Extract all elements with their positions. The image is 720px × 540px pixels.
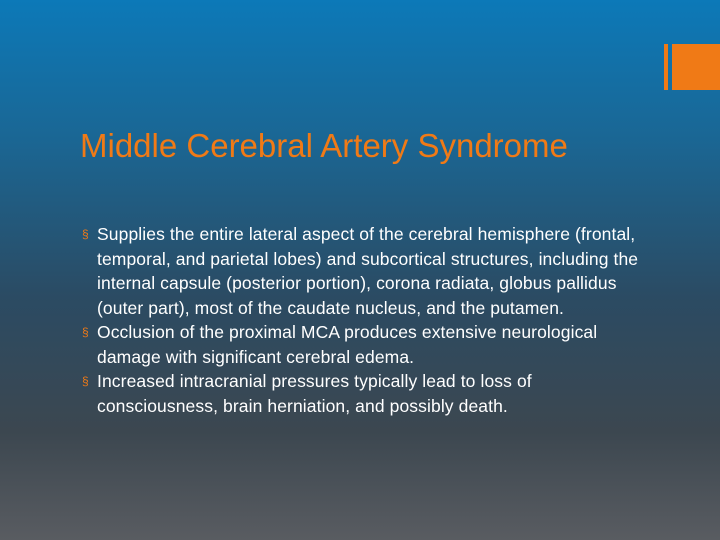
bullet-marker-icon: § [82,374,89,388]
accent-bar-thin [664,44,668,90]
bullet-text: Increased intracranial pressures typically lead to loss of consciousness, brain herniation, and possibly death. [97,371,532,416]
accent-bar-thick [672,44,720,90]
bullet-marker-icon: § [82,325,89,339]
bullet-item [82,320,642,369]
bullet-marker-icon: § [82,227,89,241]
bullet-list [82,222,642,418]
bullet-text: Occlusion of the proximal MCA produces extensive neurological damage with significant cerebral edema. [97,322,598,367]
bullet-text: Supplies the entire lateral aspect of the cerebral hemisphere (frontal, temporal, and parietal lobes) and subcortical structures, including the internal capsule (posterior portion), corona radiata, globus pallidus (outer part), most of the caudate nucleus, and the putamen. [97,224,639,318]
bullet-item [82,222,642,320]
bullet-item [82,369,642,418]
slide-title: Middle Cerebral Artery Syndrome [80,127,568,164]
